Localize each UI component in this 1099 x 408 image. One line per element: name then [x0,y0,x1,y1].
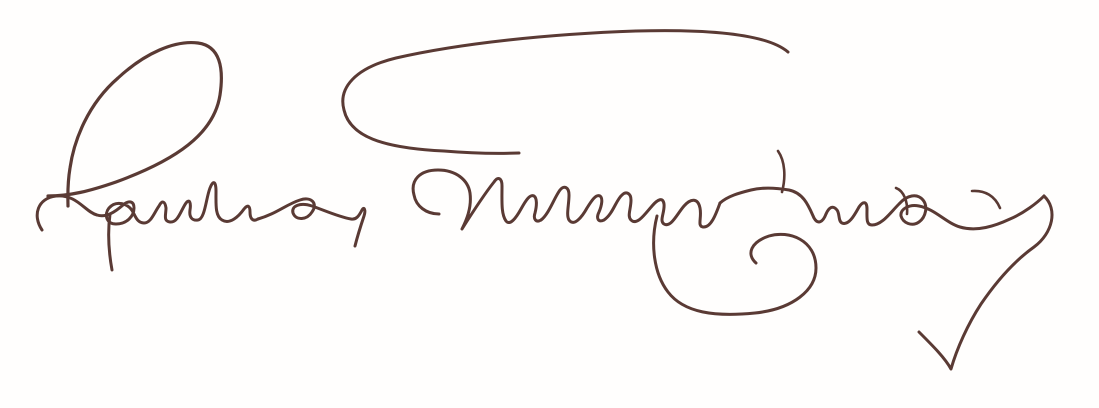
signature-inner-strokes [778,151,1000,214]
signature-surname-end [720,188,1044,229]
signature-surname-loop [654,216,816,314]
signature-first-tail [258,199,365,246]
signature-first-letters [37,183,258,230]
signature-top-flourish [343,31,788,154]
signature-first-loop [48,43,221,206]
signature-surname-mid [541,187,720,227]
signature-surname-capital [413,170,541,229]
signature-final-g [919,196,1052,369]
